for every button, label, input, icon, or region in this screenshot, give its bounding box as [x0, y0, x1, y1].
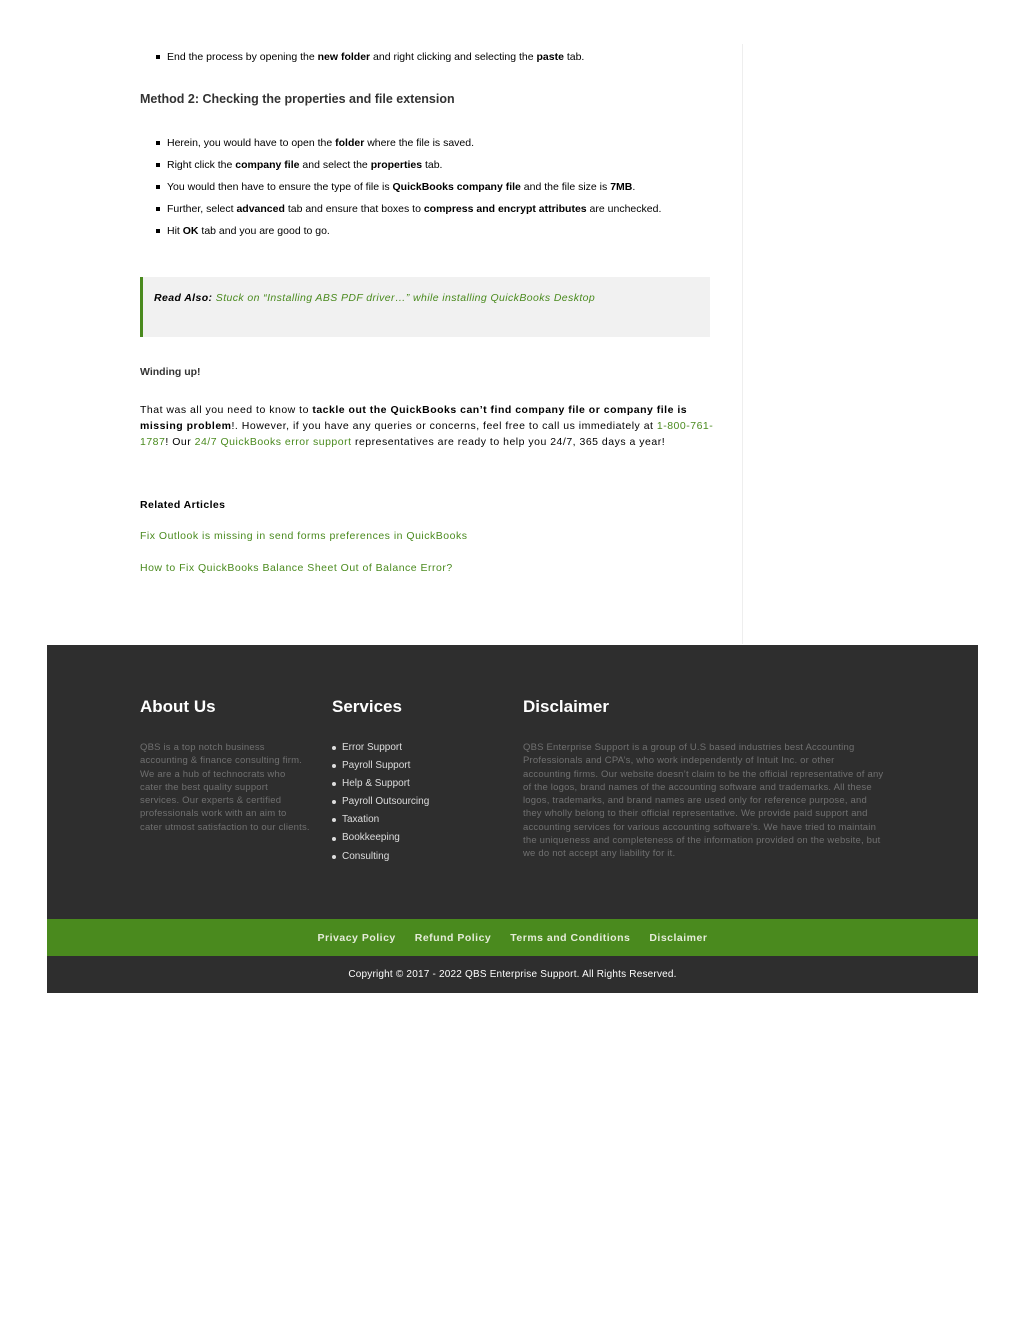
- footer-service-item[interactable]: [332, 829, 502, 847]
- terms-link[interactable]: Terms and Conditions: [510, 931, 631, 944]
- footer-service-label: Bookkeeping: [342, 832, 400, 844]
- read-also-label: Read Also:: [154, 292, 213, 304]
- footer-services-column: [332, 697, 502, 866]
- inline-link[interactable]: 24/7 QuickBooks error support: [194, 436, 352, 448]
- emphasis-text: folder: [335, 137, 365, 149]
- related-articles-heading: Related Articles: [140, 499, 226, 511]
- read-also-callout: [140, 277, 710, 337]
- footer-disclaimer-text: QBS Enterprise Support is a group of U.S based industries best Accounting Professionals and CPA’s, who work independently of Intuit Inc. or other accounting firms. Our website doesn’t claim to be the official representative of any of the logos, brand names of the accounting software and trademarks. All these logos, trademarks, and brand names are used only for reference purpose, and they wholly belong to their official representative. We provide paid support and accounting services for various accounting software’s. We have tried to maintain the uniqueness and completeness of the information provided on the website, but we do not accept any liability for it.: [523, 742, 884, 860]
- footer-bottom-nav: [47, 919, 978, 956]
- footer-service-item[interactable]: [332, 739, 502, 757]
- emphasis-text: paste: [536, 51, 564, 63]
- footer-services-list: [332, 739, 502, 866]
- bullet-icon: [332, 746, 336, 750]
- method1-steps-list: [140, 46, 584, 68]
- related-article-link[interactable]: How to Fix QuickBooks Balance Sheet Out of Balance Error?: [140, 562, 453, 574]
- footer-disclaimer-column: [523, 697, 885, 861]
- step-list-item: End the process by opening the new folder and right clicking and selecting the paste tab.: [167, 46, 584, 68]
- refund-policy-link[interactable]: Refund Policy: [414, 931, 492, 944]
- footer-service-label: Error Support: [342, 742, 403, 753]
- footer-service-item[interactable]: [332, 793, 502, 811]
- footer-service-label: Consulting: [342, 850, 390, 862]
- footer-service-item[interactable]: [332, 848, 502, 866]
- footer-about-text: QBS is a top notch business accounting & finance consulting firm. We are a hub of technocrats who cater the best quality support services. Our experts & certified professionals work with an aim to cater utmost satisfaction to our clients.: [140, 742, 310, 833]
- disclaimer-link[interactable]: Disclaimer: [649, 931, 708, 944]
- step-list-item: Right click the company file and select the properties tab.: [167, 154, 661, 176]
- step-list-item: You would then have to ensure the type of file is QuickBooks company file and the file size is 7MB.: [167, 176, 661, 198]
- footer-service-item[interactable]: [332, 775, 502, 793]
- footer-services-title: Services: [332, 697, 402, 716]
- emphasis-text: compress and encrypt attributes: [423, 203, 587, 215]
- emphasis-text: advanced: [236, 203, 285, 215]
- bullet-icon: [332, 782, 336, 786]
- footer-service-label: Taxation: [342, 814, 380, 826]
- emphasis-text: QuickBooks company file: [392, 181, 521, 193]
- method2-heading: Method 2: Checking the properties and file extension: [140, 92, 455, 106]
- footer-about-column: [140, 697, 310, 834]
- footer-about-title: About Us: [140, 697, 216, 716]
- step-list-item: Herein, you would have to open the folder where the file is saved.: [167, 132, 661, 154]
- footer-service-item[interactable]: [332, 811, 502, 829]
- copyright-bar: [47, 956, 978, 993]
- emphasis-text: tackle out the QuickBooks can’t find company file or company file is missing problem: [140, 404, 688, 432]
- footer-disclaimer-title: Disclaimer: [523, 697, 609, 716]
- footer-service-item[interactable]: [332, 757, 502, 775]
- site-footer: [47, 645, 978, 919]
- privacy-policy-link[interactable]: Privacy Policy: [317, 931, 396, 944]
- sidebar-divider: [742, 44, 743, 644]
- bullet-icon: [332, 818, 336, 822]
- footer-service-label: Payroll Support: [342, 760, 411, 772]
- bullet-icon: [332, 764, 336, 768]
- bullet-icon: [332, 837, 336, 841]
- emphasis-text: company file: [235, 159, 300, 171]
- emphasis-text: new folder: [317, 51, 371, 63]
- read-also-text: [154, 292, 595, 304]
- bullet-icon: [332, 855, 336, 859]
- emphasis-text: 7MB: [610, 181, 633, 193]
- related-article-link[interactable]: Fix Outlook is missing in send forms preferences in QuickBooks: [140, 530, 468, 542]
- emphasis-text: properties: [370, 159, 423, 171]
- winding-up-paragraph: That was all you need to know to tackle out the QuickBooks can’t find company file or company file is missing problem!. However, if you have any queries or concerns, feel free to call us immediately at 1-800-761-1787! Our 24/7 QuickBooks error support representatives are ready to help you 24/7, 365 days a year!: [140, 404, 714, 448]
- winding-up-heading: Winding up!: [140, 366, 201, 378]
- emphasis-text: OK: [182, 225, 199, 237]
- read-also-link[interactable]: Stuck on “Installing ABS PDF driver…” while installing QuickBooks Desktop: [215, 292, 596, 304]
- inline-link[interactable]: 1-800-761-1787: [140, 420, 714, 448]
- step-list-item: Hit OK tab and you are good to go.: [167, 220, 661, 242]
- bullet-icon: [332, 800, 336, 804]
- footer-service-label: Help & Support: [342, 778, 410, 790]
- copyright-text: Copyright © 2017 - 2022 QBS Enterprise Support. All Rights Reserved.: [348, 969, 677, 980]
- step-list-item: Further, select advanced tab and ensure that boxes to compress and encrypt attributes are unchecked.: [167, 198, 661, 220]
- method2-steps-list: [140, 132, 661, 242]
- footer-service-label: Payroll Outsourcing: [342, 796, 430, 808]
